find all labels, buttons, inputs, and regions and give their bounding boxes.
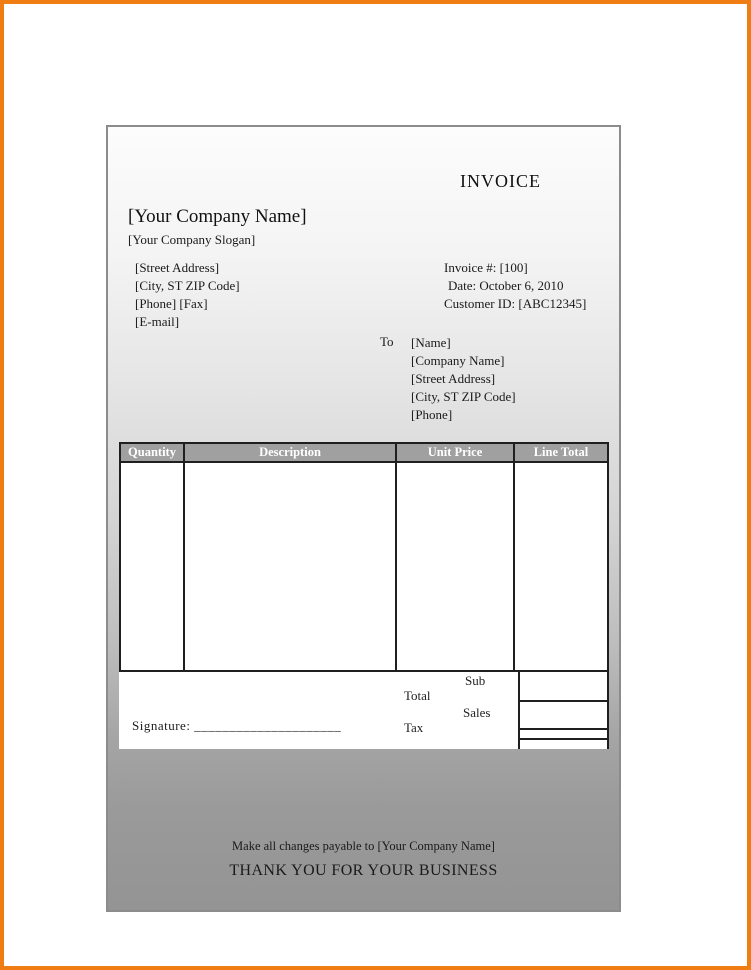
unit-price-cell-empty	[397, 463, 515, 670]
bill-to-label: To	[380, 334, 394, 349]
items-table	[119, 442, 609, 672]
signature-row	[132, 718, 341, 734]
totals-section	[119, 672, 609, 749]
column-header-description: Description	[185, 444, 397, 461]
invoice-meta-block	[444, 259, 586, 313]
column-header-quantity: Quantity	[121, 444, 185, 461]
totals-labels-and-signature	[119, 672, 518, 749]
company-city-zip: [City, ST ZIP Code]	[135, 278, 240, 293]
company-email: [E-mail]	[135, 314, 180, 329]
company-address-block	[135, 259, 240, 331]
subtotal-label-word2: Total	[404, 688, 431, 703]
payable-note: Make all changes payable to [Your Company Name]	[232, 839, 495, 853]
quantity-cell-empty	[121, 463, 185, 670]
column-header-line-total: Line Total	[533, 445, 589, 459]
sales-tax-value-box	[520, 702, 607, 730]
line-total-cell-empty	[515, 463, 607, 670]
thank-you-note: THANK YOU FOR YOUR BUSINESS	[229, 862, 498, 879]
bill-to-street: [Street Address]	[411, 371, 496, 386]
totals-value-column	[518, 672, 609, 749]
bill-to-phone: [Phone]	[411, 407, 453, 422]
company-slogan: [Your Company Slogan]	[128, 232, 256, 247]
bill-to-city-zip: [City, ST ZIP Code]	[411, 389, 516, 404]
signature-blank-line: _____________________	[194, 718, 342, 733]
subtotal-value-box	[520, 672, 607, 702]
company-phone-fax: [Phone] [Fax]	[135, 296, 208, 311]
invoice-number-line: Invoice #: [100]	[444, 260, 528, 275]
company-street-address: [Street Address]	[135, 260, 220, 275]
subtotal-label-word1: Sub	[465, 673, 486, 688]
bill-to-company: [Company Name]	[411, 353, 505, 368]
invoice-document	[106, 125, 621, 912]
bill-to-block	[411, 334, 516, 424]
bill-to-name: [Name]	[411, 335, 451, 350]
description-cell-empty	[185, 463, 397, 670]
column-header-unit-price: Unit Price	[397, 444, 515, 461]
total-value-box	[520, 730, 607, 740]
sales-tax-label-word1: Sales	[463, 705, 491, 720]
items-table-header-row	[121, 444, 607, 463]
signature-label: Signature:	[132, 718, 191, 733]
sales-tax-label-word2: Tax	[404, 720, 424, 735]
invoice-date-line: Date: October 6, 2010	[448, 278, 564, 293]
invoice-title: INVOICE	[460, 171, 541, 191]
items-table-body-row	[121, 463, 607, 670]
invoice-footer	[108, 839, 619, 880]
company-name: [Your Company Name]	[128, 206, 307, 227]
customer-id-line: Customer ID: [ABC12345]	[444, 296, 587, 311]
